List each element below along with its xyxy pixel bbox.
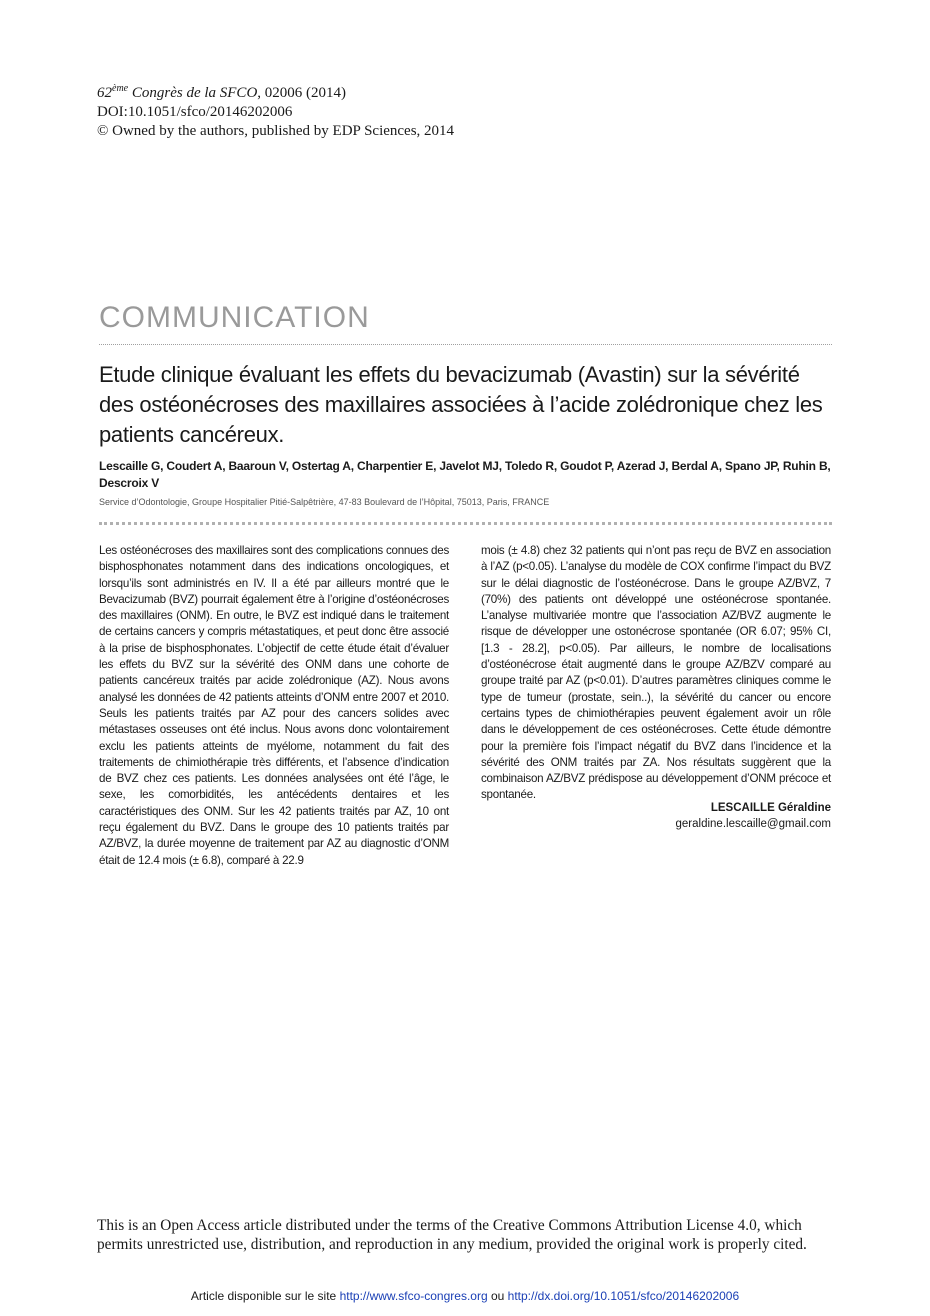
header-divider [99,522,832,525]
section-label: COMMUNICATION [99,301,370,334]
article-ref: , 02006 (2014) [257,85,347,101]
congress-name: Congrès de la SFCO [128,85,258,101]
citation-header [97,84,454,141]
author-name: LESCAILLE Géraldine [710,802,831,814]
copyright: © Owned by the authors, published by EDP Sciences, 2014 [97,123,455,139]
edition-superscript: ème [112,83,129,94]
article-title: Etude clinique évaluant les effets du bevacizumab (Avastin) sur la sévérité des ostéonécroses des maxillaires associées à l’acide zolédronique chez les patients cancéreux. [99,362,823,447]
license-notice: This is an Open Access article distributed under the terms of the Creative Commons Attribution License 4.0, which permits unrestricted use, distribution, and reproduction in any medium, provided the original work is properly cited. [97,1217,807,1253]
citation-line [97,84,454,103]
footer-prefix: Article disponible sur le site [190,1289,340,1303]
footer [0,1288,930,1304]
affiliation: Service d’Odontologie, Groupe Hospitalier Pitié-Salpêtrière, 47-83 Boulevard de l’Hôpital, 75013, Paris, FRANCE [99,497,550,507]
section-divider [99,344,832,345]
signature-block [481,800,831,832]
body-column-left [99,543,449,869]
author-email: geraldine.lescaille@gmail.com [675,818,831,830]
doi: DOI:10.1051/sfco/20146202006 [97,104,293,120]
body-column-right [481,543,831,804]
body-paragraph-left: Les ostéonécroses des maxillaires sont des complications connues des bisphosphonates notamment dans des indications oncologiques, et lorsqu’ils sont administrés en IV. Il a été par ailleurs montré que le Bevacizumab (BVZ) pourrait également être à l’origine d’ostéonécroses des maxillaires (ONM). En outre, le BVZ est indiqué dans le traitement de certains cancers y compris métastatiques, et peut donc être associé à la prise de bisphosphonates. L’objectif de cette étude était d’évaluer les effets du BVZ sur la sévérité des ONM dans une cohorte de patients cancéreux traités par acide zolédronique (AZ). Nous avons analysé les données de 42 patients atteints d’ONM entre 2007 et 2010. Seuls les patients traités par AZ pour des cancers solides avec métastases osseuses ont été inclus. Nous avons donc volontairement exclu les patients atteints de myélome, notamment du fait des traitements de chimiothérapie très différents, et l’absence d’indication de BVZ chez ces patients. Les données analysées ont été l’âge, le sexe, les comorbidités, les antécédents dentaires et les caractéristiques des ONM. Sur les 42 patients traités par AZ, 10 ont reçu également du BVZ. Dans le groupe des 10 patients traités par AZ/BVZ, la durée moyenne de traitement par AZ au diagnostic d’ONM était de 12.4 mois (± 6.8), comparé à 22.9 [99,544,449,867]
author-list: Lescaille G, Coudert A, Baaroun V, Ostertag A, Charpentier E, Javelot MJ, Toledo R, Goudot P, Azerad J, Berdal A, Spano JP, Ruhin B, Descroix V [99,459,831,490]
doi-link[interactable]: http://dx.doi.org/10.1051/sfco/20146202006 [507,1289,740,1303]
body-paragraph-right: mois (± 4.8) chez 32 patients qui n’ont pas reçu de BVZ en association à l’AZ (p<0.05). L’analyse du modèle de COX confirme l’impact du BVZ sur le délai diagnostic de l’ostéonécrose. Dans le groupe AZ/BVZ, 7 (70%) des patients ont développé une ostéonécrose spontanée. L’analyse multivariée montre que l’association AZ/BVZ augmente le risque de développer une ostonécrose spontanée (OR 6.07; 95% CI, [1.3 - 28.2], p<0.05). Par ailleurs, le nombre de localisations d’ostéonécrose était augmenté dans le groupe AZ/BZV comparé au groupe traité par AZ (p<0.01). D’autres paramètres cliniques comme le type de tumeur (prostate, sein..), la sévérité du cancer ou encore certains types de chimiothérapies peuvent également avoir un rôle dans le développement de ces ostéonécroses. Cette étude démontre pour la première fois l’impact négatif du BVZ dans l’incidence et la sévérité des ONM traités par ZA. Nos résultats suggèrent que la combinaison AZ/BVZ prédispose au développement d’ONM précoce et spontanée. [481,544,831,802]
sfco-link[interactable]: http://www.sfco-congres.org [339,1289,488,1303]
footer-middle: ou [487,1289,508,1303]
edition-number: 62 [97,85,112,101]
